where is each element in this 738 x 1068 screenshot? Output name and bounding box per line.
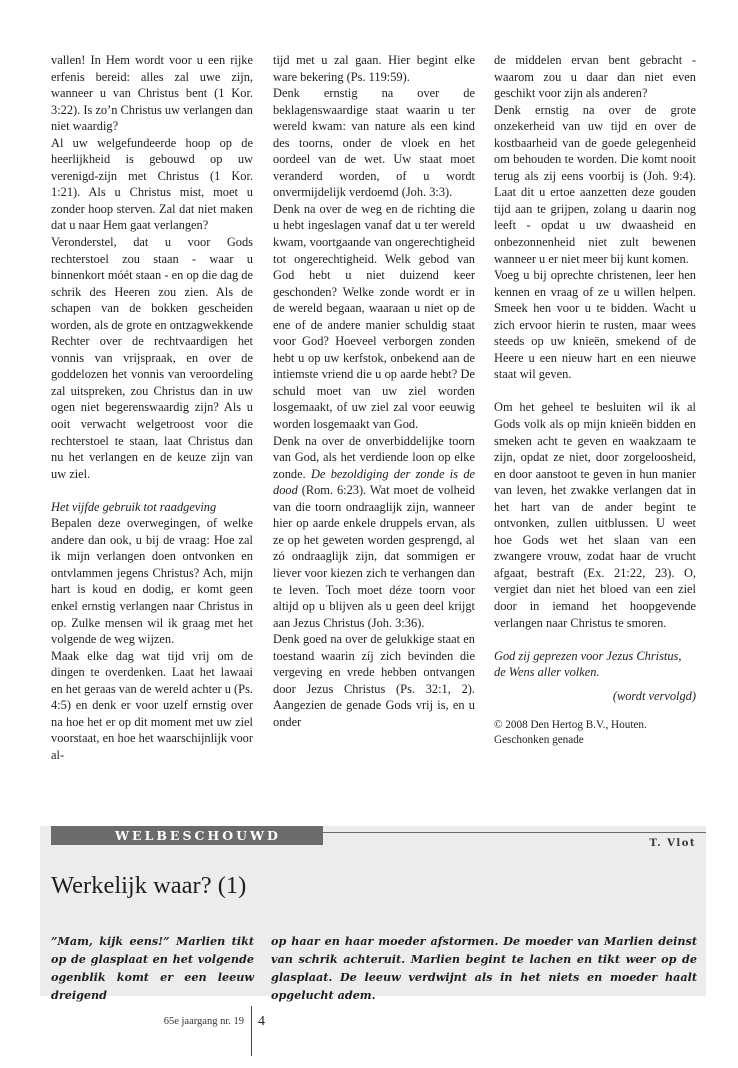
article-title: Werkelijk waar? (1) — [51, 872, 247, 899]
paragraph: tijd met u zal gaan. Hier begint elke ware bekering (Ps. 119:59). — [273, 53, 475, 84]
issue-info: 65e jaargang nr. 19 — [163, 1016, 244, 1027]
continued-note: (wordt vervolgd) — [612, 688, 696, 703]
intro-text: op haar en haar moeder afstormen. De moeder van Marlien deinst van schrik achteruit. Marlien begint te lachen en tikt weer op de glasplaat. De leeuw verdwijnt als in het niets en moeder haalt opgelucht adem. — [271, 934, 697, 1002]
paragraph: Veronderstel, dat u voor Gods rechterstoel zou staan - waar u binnenkort móét staan - en op die dag de schrik des Heeren zou zien. Als de schapen van de bokken gescheiden worden, als de grote en ontzagwekkende Rechter over de rechtvaardigen het vonnis van vrijspraak, en over de goddelozen het vonnis van veroordeling zal uitspreken, zou Christus dan in uw ogen niet begerenswaardig zijn? Als u ooit verwacht welgetroost voor die rechterstoel te staan, laat Christus dan nu het verlangen en de keuze zijn van uw ziel. — [51, 235, 253, 481]
text-run: (Rom. 6:23). Wat moet de volheid van die toorn ondraaglijk zijn, wanneer hier op aarde enkele druppels ervan, als ze op het geweten worden gesprengd, al zó ondraaglijk zijn, dat sommigen er liever voor kiezen zich te verhangen dan te leven. Toch moet déze toorn voor altijd op u blijven als u geen deel krijgt aan Jezus Christus (Joh. 3:36). — [273, 483, 475, 630]
author: T. Vlot — [649, 838, 696, 849]
text-run: Denk na over de onverbiddelijke toorn van God, als het verdiende loon op elke zonde. — [273, 433, 475, 481]
paragraph: vallen! In Hem wordt voor u een rijke erfenis bereid: alles zal uwe zijn, wanneer u van Christus bent (1 Kor. 3:22). Is zo’n Christus uw verlangen dan niet waardig? — [51, 53, 253, 134]
source-title: Geschonken genade — [494, 733, 584, 746]
intro-text: ”Mam, kijk eens!” Marlien tikt op de glasplaat en het volgende ogenblik komt er een leeuw dreigend — [51, 934, 254, 1002]
page-number: 4 — [258, 1014, 265, 1029]
section-label: WELBESCHOUWD — [51, 826, 323, 845]
paragraph: Bepalen deze overwegingen, of welke andere dan ook, u bij de vraag: Hoe zal ik mijn verlangen doen ontvonken en ontvlammen jegens Christus? Ach, mijn hart is koud en dodig, er komt geen enkel ernstig verlangen naar Christus in op. Zulke mensen wil ik graag met het volgende de weg wijzen. — [51, 516, 253, 647]
paragraph: Denk ernstig na over de beklagenswaardige staat waarin u ter wereld kwam: van nature als een kind des toorns, onder de vloek en het oordeel van de wet. Uw staat moet veranderd worden, of u wordt onvermijdelijk verdoemd (Joh. 3:3). — [273, 86, 475, 200]
paragraph: de middelen ervan bent gebracht - waarom zou u daar dan niet even geschikt voor zijn als anderen? — [494, 53, 696, 101]
paragraph: Voeg u bij oprechte christenen, leer hen kennen en vraag of ze u willen helpen. Smeek hen voor u te bidden. Wacht u zich ervoor hierin te rusten, maar wees steeds op uw knieën, smekend of de Heere u een nieuw hart en een nieuwe staat wil geven. — [494, 268, 696, 382]
subheading: Het vijfde gebruik tot raadgeving — [51, 499, 217, 514]
paragraph: Al uw welgefundeerde hoop op de heerlijkheid is gebouwd op uw verenigd-zijn met Christus (1 Kor. 1:21). Als u Christus mist, moet u zonder hoop sterven. Zal dat niet maken dat u naar Hem gaat verlangen? — [51, 135, 253, 233]
paragraph: Denk na over de weg en de richting die u hebt ingeslagen vanaf dat u ter wereld kwam, voortgaande van ongerechtigheid tot ongerechtigheid. Welk gebod van God hebt u niet duizend keer geschonden? Welke zonde wordt er in de wereld begaan, waaraan u niet op de ene of de andere manier schuldig staat voor God? Hoeveel verborgen zonden hebt u op uw kerfstok, onbekend aan de intiemste vriend die u op aarde hebt? De schuld moet van uw ziel worden losgemaakt, of uw ziel zal voor eeuwig worden losgemaakt van God. — [273, 201, 475, 432]
paragraph: Maak elke dag wat tijd vrij om de dingen te overdenken. Laat het lawaai en het geraas van de wereld achter u (Ps. 4:5) en denk er voor uzelf ernstig over na hoe het er op dit moment met uw ziel voorstaat, en hoe het waarschijnlijk voor al- — [51, 648, 253, 762]
bible-quote: De bezoldiging der zonde is de dood — [273, 466, 476, 498]
footer-divider — [251, 1006, 252, 1056]
intro-column-1 — [51, 932, 254, 1004]
paragraph: Om het geheel te besluiten wil ik al Gods volk als op mijn knieën bidden en smeken acht te geven en waakzaam te zijn, opdat ze niet, door zorgeloosheid, en door aanstoot te geven in hun manier van leven, het zwakke verlangen dat in het hart van de ander begint te ontvonken, zullen uitblussen. U weet hoe Gods wet het slaan van een zwangere vrouw, zodat haar de vrucht afgaat, bestraft (Ex. 21:22, 23). O, vergiet dan niet het bloed van een ziel door in iemand het hoopgevende verlangen naar Christus te smoren. — [494, 400, 696, 630]
column-3 — [494, 52, 696, 747]
paragraph: Denk ernstig na over de grote onzekerheid van uw tijd en over de kostbaarheid van de goede gelegenheid om behouden te worden. Die komt nooit terug als zij eens voorbij is (Joh. 9:4). Laat dit u ertoe aanzetten deze gouden tijd aan te grijpen, zolang u daarin nog leeft - opdat u uw dwaasheid en onbezonnenheid niet zult bewenen wanneer u er niet meer bij kunt komen. — [494, 102, 696, 266]
section-rule — [323, 832, 706, 833]
paragraph: Denk goed na over de gelukkige staat en toestand waarin zíj zich bevinden die vergeving en vrede hebben ontvangen door Jezus Christus (Ps. 32:1, 2). Aangezien de genade Gods vrij is, en u onder — [273, 632, 475, 729]
column-2 — [273, 52, 475, 730]
column-1 — [51, 52, 253, 763]
closing-line: God zij geprezen voor Jezus Christus, — [494, 648, 682, 663]
paragraph — [273, 433, 475, 632]
copyright: © 2008 Den Hertog B.V., Houten. — [494, 719, 647, 732]
intro-column-2 — [271, 932, 697, 1004]
closing-line: de Wens aller volken. — [494, 665, 600, 680]
